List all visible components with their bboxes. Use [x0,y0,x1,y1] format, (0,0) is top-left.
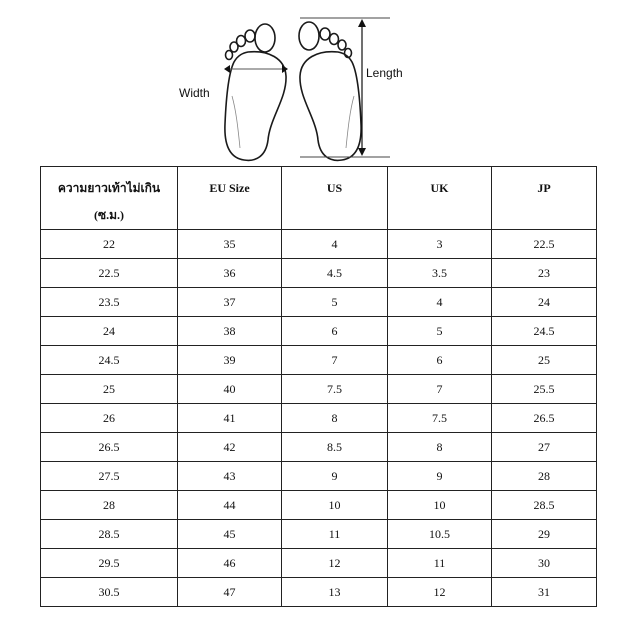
header-foot-length [41,167,178,230]
eu-size-cell: 40 [178,375,282,404]
uk-size-cell: 11 [388,549,492,578]
uk-size-cell: 3.5 [388,259,492,288]
table-row [41,288,597,317]
table-row [41,375,597,404]
width-label: Width [179,86,210,100]
us-size-cell: 13 [282,578,388,607]
eu-size-cell: 35 [178,230,282,259]
us-size-cell: 11 [282,520,388,549]
us-size-cell: 8.5 [282,433,388,462]
jp-size-cell: 22.5 [492,230,597,259]
header-text: UK [430,181,449,195]
right-big-toe [299,22,319,50]
jp-size-cell: 29 [492,520,597,549]
foot-length-cell: 25 [41,375,178,404]
jp-size-cell: 28 [492,462,597,491]
table-row [41,259,597,288]
shoe-size-table [40,166,597,607]
jp-size-cell: 26.5 [492,404,597,433]
eu-size-cell: 42 [178,433,282,462]
uk-size-cell: 5 [388,317,492,346]
jp-size-cell: 31 [492,578,597,607]
header-us [282,167,388,230]
eu-size-cell: 41 [178,404,282,433]
length-marker [300,18,390,157]
jp-size-cell: 25 [492,346,597,375]
uk-size-cell: 3 [388,230,492,259]
uk-size-cell: 10.5 [388,520,492,549]
jp-size-cell: 24 [492,288,597,317]
eu-size-cell: 38 [178,317,282,346]
us-size-cell: 10 [282,491,388,520]
uk-size-cell: 6 [388,346,492,375]
foot-length-cell: 28 [41,491,178,520]
jp-size-cell: 25.5 [492,375,597,404]
uk-size-cell: 9 [388,462,492,491]
foot-length-cell: 24 [41,317,178,346]
eu-size-cell: 46 [178,549,282,578]
jp-size-cell: 30 [492,549,597,578]
length-label: Length [366,66,403,80]
eu-size-cell: 44 [178,491,282,520]
header-text: EU Size [209,181,250,195]
eu-size-cell: 45 [178,520,282,549]
header-text: (ซ.ม.) [93,208,125,222]
foot-length-cell: 22 [41,230,178,259]
table-row [41,520,597,549]
eu-size-cell: 36 [178,259,282,288]
foot-length-cell: 24.5 [41,346,178,375]
uk-size-cell: 10 [388,491,492,520]
table-body [41,230,597,607]
foot-length-cell: 28.5 [41,520,178,549]
uk-size-cell: 4 [388,288,492,317]
us-size-cell: 4 [282,230,388,259]
us-size-cell: 5 [282,288,388,317]
foot-length-cell: 26 [41,404,178,433]
eu-size-cell: 37 [178,288,282,317]
eu-size-cell: 43 [178,462,282,491]
table-row [41,317,597,346]
us-size-cell: 8 [282,404,388,433]
eu-size-cell: 47 [178,578,282,607]
foot-length-cell: 26.5 [41,433,178,462]
foot-measurement-diagram [0,0,626,168]
table-row [41,491,597,520]
jp-size-cell: 27 [492,433,597,462]
table-row [41,346,597,375]
jp-size-cell: 24.5 [492,317,597,346]
foot-length-cell: 27.5 [41,462,178,491]
us-size-cell: 7 [282,346,388,375]
foot-length-cell: 29.5 [41,549,178,578]
header-text: JP [537,181,551,195]
table-row [41,404,597,433]
us-size-cell: 9 [282,462,388,491]
uk-size-cell: 7.5 [388,404,492,433]
us-size-cell: 7.5 [282,375,388,404]
uk-size-cell: 8 [388,433,492,462]
foot-length-cell: 22.5 [41,259,178,288]
table-header-row [41,167,597,230]
table-row [41,433,597,462]
header-jp [492,167,597,230]
eu-size-cell: 39 [178,346,282,375]
us-size-cell: 6 [282,317,388,346]
header-text: ความยาวเท้าไม่เกิน [57,181,161,195]
uk-size-cell: 7 [388,375,492,404]
header-text: US [326,181,343,195]
width-marker [224,65,288,73]
us-size-cell: 4.5 [282,259,388,288]
jp-size-cell: 28.5 [492,491,597,520]
foot-length-cell: 23.5 [41,288,178,317]
table-row [41,549,597,578]
left-big-toe [255,24,275,52]
jp-size-cell: 23 [492,259,597,288]
uk-size-cell: 12 [388,578,492,607]
table-row [41,230,597,259]
header-uk [388,167,492,230]
header-eu-size [178,167,282,230]
table-row [41,578,597,607]
table-row [41,462,597,491]
us-size-cell: 12 [282,549,388,578]
foot-length-cell: 30.5 [41,578,178,607]
